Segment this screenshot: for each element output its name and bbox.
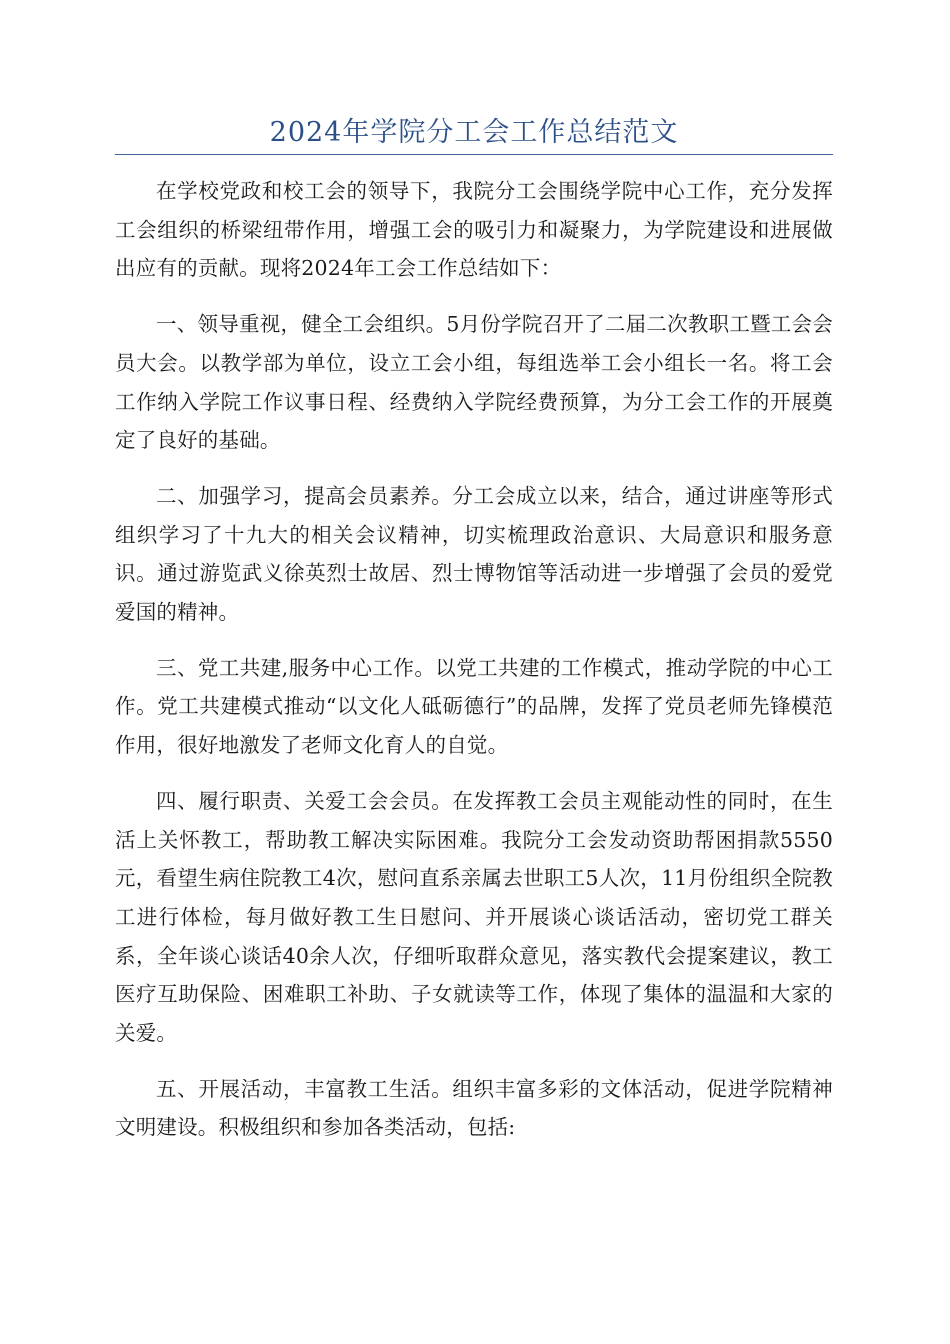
- paragraph-intro: 在学校党政和校工会的领导下，我院分工会围绕学院中心工作，充分发挥工会组织的桥梁纽带作用，增强工会的吸引力和凝聚力，为学院建设和进展做出应有的贡献。现将2024年工会工作总结如下：: [115, 179, 833, 281]
- title-underline: [115, 154, 833, 155]
- paragraph-section-2: 二、加强学习，提高会员素养。分工会成立以来，结合，通过讲座等形式组织学习了十九大的相关会议精神，切实梳理政治意识、大局意识和服务意识。通过游览武义徐英烈士故居、烈士博物馆等活动进一步增强了会员的爱党爱国的精神。: [115, 483, 833, 625]
- paragraph-section-5: 五、开展活动，丰富教工生活。组织丰富多彩的文体活动，促进学院精神文明建设。积极组织和参加各类活动，包括:: [115, 1076, 833, 1140]
- paragraph-section-4: 四、履行职责、关爱工会会员。在发挥教工会员主观能动性的同时，在生活上关怀教工，帮助教工解决实际困难。我院分工会发动资助帮困捐款5550元，看望生病住院教工4次，慰问直系亲属去世职工5人次，11月份组织全院教工进行体检，每月做好教工生日慰问、并开展谈心谈话活动，密切党工群关系，全年谈心谈话40余人次，仔细听取群众意见，落实教代会提案建议，教工医疗互助保险、困难职工补助、子女就读等工作，体现了集体的温温和大家的关爱。: [115, 788, 833, 1046]
- document-title: 2024年学院分工会工作总结范文: [269, 117, 679, 148]
- document-body: [115, 172, 833, 1164]
- paragraph-section-1: 一、领导重视，健全工会组织。5月份学院召开了二届二次教职工暨工会会员大会。以教学部为单位，设立工会小组，每组选举工会小组长一名。将工会工作纳入学院工作议事日程、经费纳入学院经费预算，为分工会工作的开展奠定了良好的基础。: [115, 312, 833, 453]
- paragraph-section-3: 三、党工共建,服务中心工作。以党工共建的工作模式，推动学院的中心工作。党工共建模式推动“以文化人砥砺德行”的品牌，发挥了党员老师先锋模范作用，很好地激发了老师文化育人的自觉。: [115, 655, 833, 758]
